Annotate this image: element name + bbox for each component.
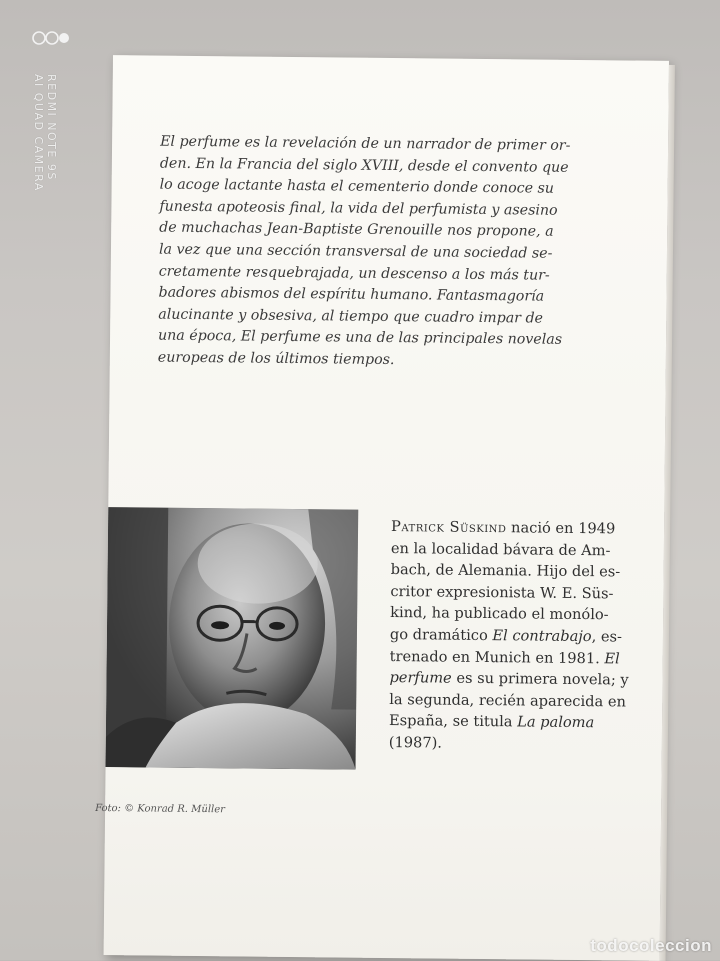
bio-line: (1987). xyxy=(389,732,639,756)
book-title: El xyxy=(604,650,620,667)
bio-text: trenado en Munich en 1981. xyxy=(390,648,605,667)
bio-text: nació en 1949 xyxy=(506,519,615,537)
blurb-line: de muchachas Jean-Baptiste Grenouille nos propone, a xyxy=(159,218,599,244)
blurb-line: den. En la Francia del siglo XVIII, desde el convento que xyxy=(160,153,600,179)
site-watermark: todocoleccion xyxy=(590,936,712,956)
author-name: Patrick Süskind xyxy=(391,518,507,536)
camera-model: REDMI NOTE 9S xyxy=(45,74,58,192)
bio-line xyxy=(390,646,640,670)
blurb-line: la vez que una sección transversal de una sociedad se- xyxy=(159,240,599,266)
bio-text: es su primera novela; y xyxy=(452,670,629,689)
photo-credit: Foto: © Konrad R. Müller xyxy=(95,803,225,815)
blurb-line: una época, El perfume es una de las principales novelas xyxy=(158,326,598,352)
bio-line: kind, ha publicado el monólo- xyxy=(390,602,640,626)
blurb-line: europeas de los últimos tiempos. xyxy=(158,348,598,374)
book-title: El contrabajo xyxy=(492,627,591,645)
author-photo xyxy=(106,507,359,770)
camera-brand-logo-icon xyxy=(30,28,70,48)
bio-line xyxy=(389,710,639,734)
book-edge xyxy=(660,65,675,961)
author-portrait-image xyxy=(106,507,359,770)
bio-line: la segunda, recién aparecida en xyxy=(389,689,639,713)
blurb-line: lo acoge lactante hasta el cementerio donde conoce su xyxy=(160,175,600,201)
bio-line: critor expresionista W. E. Süs- xyxy=(390,581,640,605)
bio-line xyxy=(389,667,639,691)
bio-line xyxy=(390,624,640,648)
camera-watermark xyxy=(30,28,70,228)
blurb-line: alucinante y obsesiva, al tiempo que cuadro impar de xyxy=(158,304,598,330)
blurb-line: El perfume es la revelación de un narrador de primer or- xyxy=(160,132,600,158)
bio-text: España, se titula xyxy=(389,712,517,730)
bio-line xyxy=(391,516,641,540)
camera-type: AI QUAD CAMERA xyxy=(32,74,45,192)
book-blurb xyxy=(158,132,600,374)
book-title: perfume xyxy=(389,669,451,687)
bio-text: , es- xyxy=(592,628,623,645)
bio-line: bach, de Alemania. Hijo del es- xyxy=(391,559,641,583)
bio-line: en la localidad bávara de Am- xyxy=(391,538,641,562)
blurb-line: funesta apoteosis final, la vida del perfumista y asesino xyxy=(159,196,599,222)
blurb-line: badores abismos del espíritu humano. Fantasmagoría xyxy=(158,283,598,309)
book-back-cover xyxy=(104,55,669,961)
author-bio xyxy=(389,516,641,756)
blurb-line: cretamente resquebrajada, un descenso a los más tur- xyxy=(159,261,599,287)
book-title: La paloma xyxy=(517,714,594,732)
bio-text: go dramático xyxy=(390,626,493,644)
camera-watermark-text xyxy=(32,74,58,192)
